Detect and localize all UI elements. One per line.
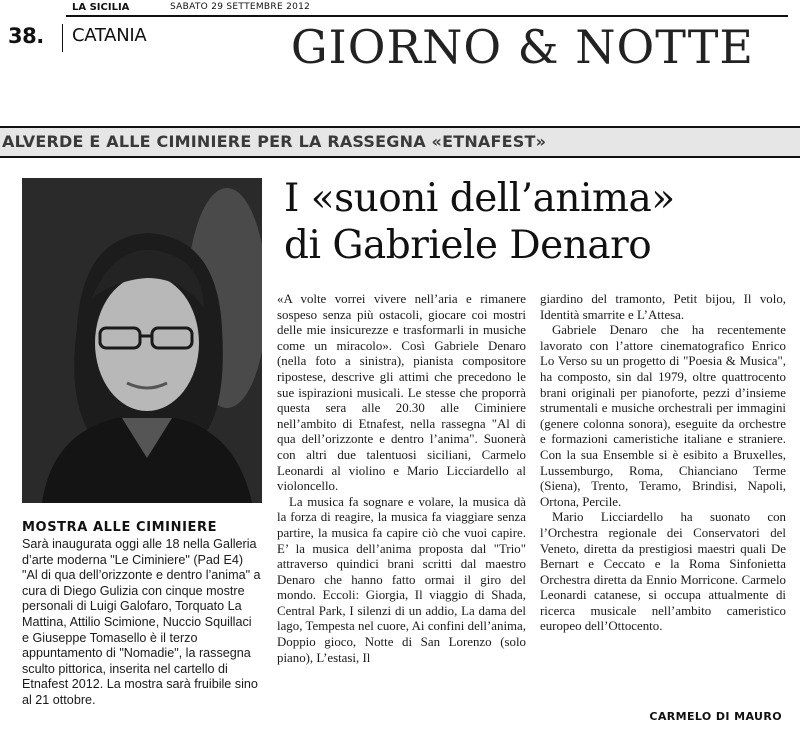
masthead	[0, 0, 800, 74]
article-paragraph: «A volte vorrei vivere nell’aria e rimanere sospeso senza più ostacoli, giocare coi mostri delle mie insicurezze e trasformarli in musiche come un miracolo». Così Gabriele Denaro (nella foto a sinistra), pianista compositore ripostese, descrive gli attimi che precedono le sue ispirazioni musicali. Le stesse che proporrà questa sera alle 20.30 alle Ciminiere nell’ambito di Etnafest, nella rassegna "Al di qua dell’orizzonte e dentro l’anima". Suonerà con altri due talentuosi siciliani, Carmelo Leonardi al violino e Mario Licciardello al violoncello.	[277, 292, 526, 494]
article-paragraph: Mario Licciardello ha suonato con l’Orchestra regionale dei Conservatori del Veneto, diretta da prestigiosi maestri quali De Bernart e Ceccato e la Roma Sinfonietta Orchestra diretta da Ennio Morricone. Carmelo Leonardi catanese, si occupa attualmente di ricerca musicale nell’ambito cameristico europeo dell’Ottocento.	[540, 510, 786, 634]
article-column-1	[277, 292, 526, 666]
page-number: 38.	[8, 24, 44, 48]
section-name: CATANIA	[72, 25, 147, 46]
publication-name: LA SICILIA	[72, 2, 130, 13]
top-rule	[66, 15, 788, 17]
headline-line-1: I «suoni dell’anima»	[284, 176, 675, 221]
article-column-2	[540, 292, 786, 635]
sidebar-title: MOSTRA ALLE CIMINIERE	[22, 520, 218, 535]
kicker-text: ALVERDE E ALLE CIMINIERE PER LA RASSEGNA «ETNAFEST»	[2, 132, 547, 151]
article-paragraph: La musica fa sognare e volare, la musica dà la forza di reagire, la musica fa viaggiare senza partire, la musica fa capire ciò che vuoi capire. E’ la musica dell’anima proposta dal "Trio" attraverso quindici brani scritti dal maestro Denaro che hanno fatto ormai il giro del mondo. Eccoli: Giorgia, Il viaggio di Shada, Central Park, I silenzi di un addio, La dama del lago, Tempesta nel cuore, Ai confini dell’anima, Doppio gioco, Notte di San Lorenzo (solo piano), L’estasi, Il	[277, 494, 526, 665]
headline-line-2: di Gabriele Denaro	[284, 223, 652, 268]
portrait-photo	[22, 178, 262, 503]
section-title: GIORNO & NOTTE	[290, 20, 754, 74]
sidebar-box	[22, 520, 262, 709]
sidebar-body: Sarà inaugurata oggi alle 18 nella Galleria d’arte moderna "Le Ciminiere" (Pad E4) "Al di qua dell’orizzonte e dentro l’anima" a cura di Diego Gulizia con cinque mostre personali di Luigi Galofaro, Torquato La Mattina, Attilio Scimione, Nuccio Squillaci e Giuseppe Tomasello è il terzo appuntamento di "Nomadie", la rassegna sculto pittorica, inserita nel cartello di Etnafest 2012. La mostra sarà fruibile sino al 21 ottobre.	[22, 537, 261, 707]
kicker-bar	[0, 126, 800, 158]
publication-date: SABATO 29 SETTEMBRE 2012	[170, 2, 311, 12]
headline	[284, 175, 784, 269]
article-paragraph: giardino del tramonto, Petit bijou, Il volo, Identità smarrite e L’Attesa.	[540, 292, 786, 322]
section-divider	[62, 24, 63, 52]
article-paragraph: Gabriele Denaro che ha recentemente lavorato con l’attore cinematografico Enrico Lo Verso su un progetto di "Poesia & Musica", ha composto, sin dal 1979, oltre quattrocento brani originali per pianoforte, pezzi d’insieme strumentali e musiche orchestrali per immagini (genere colonna sonora), eseguite da orchestre e formazioni cameristiche italiane e straniere. Con la sua Ensemble si è esibito a Bruxelles, Lussemburgo, Roma, Chianciano Terme (Siena), Trento, Teramo, Brindisi, Napoli, Ortona, Percile.	[540, 323, 786, 509]
byline: CARMELO DI MAURO	[649, 710, 782, 723]
portrait-illustration	[22, 178, 262, 503]
